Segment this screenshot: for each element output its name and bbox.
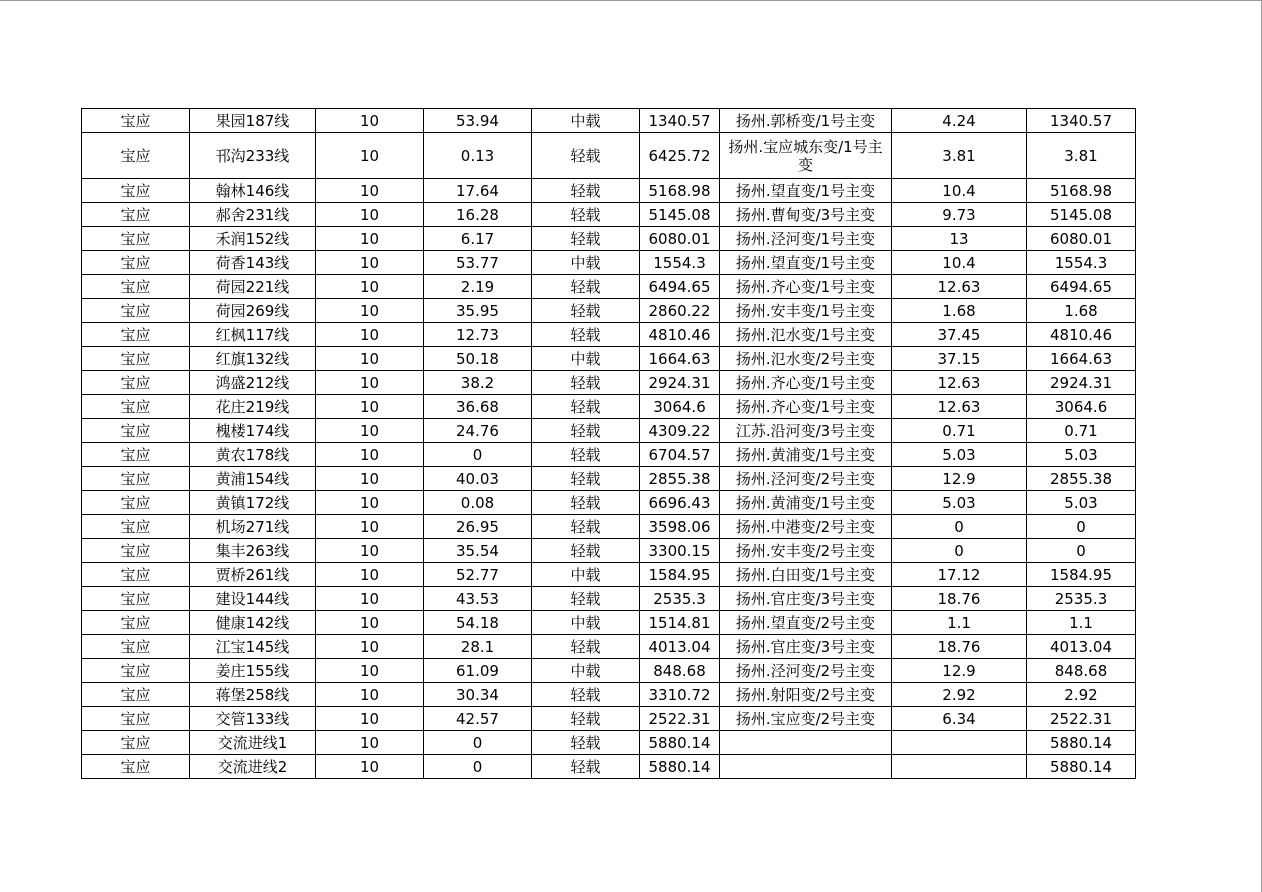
voltage-cell: 10 <box>316 635 424 659</box>
region-cell: 宝应 <box>82 109 190 133</box>
region-cell: 宝应 <box>82 515 190 539</box>
transformer-rate-cell: 12.63 <box>892 275 1027 299</box>
load-status-cell: 轻载 <box>532 587 640 611</box>
table-row <box>82 467 1136 491</box>
voltage-cell: 10 <box>316 539 424 563</box>
transformer-rate-cell: 5.03 <box>892 443 1027 467</box>
table-row <box>82 755 1136 779</box>
capacity-cell: 6080.01 <box>640 227 720 251</box>
substation-cell <box>720 755 892 779</box>
voltage-cell: 10 <box>316 299 424 323</box>
voltage-cell: 10 <box>316 251 424 275</box>
substation-cell: 扬州.泾河变/2号主变 <box>720 659 892 683</box>
capacity-cell: 6704.57 <box>640 443 720 467</box>
region-cell: 宝应 <box>82 371 190 395</box>
load-rate-cell: 6.17 <box>424 227 532 251</box>
table-row <box>82 347 1136 371</box>
line-name-cell: 邗沟233线 <box>190 133 316 179</box>
line-name-cell: 贾桥261线 <box>190 563 316 587</box>
available-capacity-cell: 5.03 <box>1027 443 1136 467</box>
available-capacity-cell: 1.68 <box>1027 299 1136 323</box>
load-rate-cell: 35.95 <box>424 299 532 323</box>
load-rate-cell: 35.54 <box>424 539 532 563</box>
available-capacity-cell: 5880.14 <box>1027 755 1136 779</box>
capacity-cell: 5168.98 <box>640 179 720 203</box>
line-name-cell: 荷园269线 <box>190 299 316 323</box>
load-rate-cell: 30.34 <box>424 683 532 707</box>
capacity-cell: 4810.46 <box>640 323 720 347</box>
load-rate-cell: 61.09 <box>424 659 532 683</box>
load-rate-cell: 38.2 <box>424 371 532 395</box>
capacity-cell: 2924.31 <box>640 371 720 395</box>
substation-cell: 扬州.氾水变/1号主变 <box>720 323 892 347</box>
transformer-rate-cell: 2.92 <box>892 683 1027 707</box>
available-capacity-cell: 2924.31 <box>1027 371 1136 395</box>
substation-cell <box>720 731 892 755</box>
available-capacity-cell: 5880.14 <box>1027 731 1136 755</box>
load-status-cell: 轻载 <box>532 491 640 515</box>
transformer-rate-cell: 17.12 <box>892 563 1027 587</box>
load-rate-cell: 0 <box>424 731 532 755</box>
substation-cell: 扬州.官庄变/3号主变 <box>720 587 892 611</box>
capacity-cell: 1584.95 <box>640 563 720 587</box>
load-rate-cell: 0 <box>424 443 532 467</box>
voltage-cell: 10 <box>316 133 424 179</box>
region-cell: 宝应 <box>82 395 190 419</box>
load-status-cell: 轻载 <box>532 275 640 299</box>
table-row <box>82 443 1136 467</box>
transformer-rate-cell: 13 <box>892 227 1027 251</box>
available-capacity-cell: 6494.65 <box>1027 275 1136 299</box>
transformer-rate-cell: 0.71 <box>892 419 1027 443</box>
line-name-cell: 果园187线 <box>190 109 316 133</box>
available-capacity-cell: 2535.3 <box>1027 587 1136 611</box>
load-rate-cell: 26.95 <box>424 515 532 539</box>
capacity-cell: 5145.08 <box>640 203 720 227</box>
substation-cell: 扬州.望直变/1号主变 <box>720 251 892 275</box>
available-capacity-cell: 1554.3 <box>1027 251 1136 275</box>
load-rate-cell: 50.18 <box>424 347 532 371</box>
voltage-cell: 10 <box>316 371 424 395</box>
available-capacity-cell: 0.71 <box>1027 419 1136 443</box>
substation-cell: 扬州.齐心变/1号主变 <box>720 395 892 419</box>
available-capacity-cell: 2522.31 <box>1027 707 1136 731</box>
available-capacity-cell: 5145.08 <box>1027 203 1136 227</box>
available-capacity-cell: 3064.6 <box>1027 395 1136 419</box>
region-cell: 宝应 <box>82 563 190 587</box>
load-status-cell: 轻载 <box>532 227 640 251</box>
capacity-cell: 6494.65 <box>640 275 720 299</box>
voltage-cell: 10 <box>316 443 424 467</box>
region-cell: 宝应 <box>82 755 190 779</box>
line-name-cell: 交流进线2 <box>190 755 316 779</box>
capacity-cell: 6425.72 <box>640 133 720 179</box>
region-cell: 宝应 <box>82 419 190 443</box>
available-capacity-cell: 1340.57 <box>1027 109 1136 133</box>
capacity-cell: 3310.72 <box>640 683 720 707</box>
table-row <box>82 491 1136 515</box>
load-rate-cell: 36.68 <box>424 395 532 419</box>
region-cell: 宝应 <box>82 659 190 683</box>
capacity-cell: 2855.38 <box>640 467 720 491</box>
region-cell: 宝应 <box>82 203 190 227</box>
substation-cell: 扬州.射阳变/2号主变 <box>720 683 892 707</box>
line-name-cell: 江宝145线 <box>190 635 316 659</box>
line-name-cell: 黄镇172线 <box>190 491 316 515</box>
table-row <box>82 707 1136 731</box>
substation-cell: 扬州.黄浦变/1号主变 <box>720 443 892 467</box>
capacity-cell: 4309.22 <box>640 419 720 443</box>
load-status-cell: 轻载 <box>532 371 640 395</box>
available-capacity-cell: 1664.63 <box>1027 347 1136 371</box>
substation-cell: 扬州.宝应城东变/1号主变 <box>720 133 892 179</box>
region-cell: 宝应 <box>82 227 190 251</box>
region-cell: 宝应 <box>82 539 190 563</box>
region-cell: 宝应 <box>82 491 190 515</box>
voltage-cell: 10 <box>316 611 424 635</box>
table-row <box>82 251 1136 275</box>
line-name-cell: 荷香143线 <box>190 251 316 275</box>
substation-cell: 扬州.官庄变/3号主变 <box>720 635 892 659</box>
region-cell: 宝应 <box>82 683 190 707</box>
voltage-cell: 10 <box>316 491 424 515</box>
capacity-cell: 3598.06 <box>640 515 720 539</box>
region-cell: 宝应 <box>82 635 190 659</box>
load-status-cell: 中载 <box>532 347 640 371</box>
voltage-cell: 10 <box>316 109 424 133</box>
capacity-cell: 1340.57 <box>640 109 720 133</box>
voltage-cell: 10 <box>316 203 424 227</box>
voltage-cell: 10 <box>316 227 424 251</box>
region-cell: 宝应 <box>82 443 190 467</box>
line-name-cell: 姜庄155线 <box>190 659 316 683</box>
transformer-rate-cell: 12.63 <box>892 371 1027 395</box>
transformer-rate-cell: 9.73 <box>892 203 1027 227</box>
table-row <box>82 587 1136 611</box>
capacity-cell: 2535.3 <box>640 587 720 611</box>
substation-cell: 扬州.望直变/1号主变 <box>720 179 892 203</box>
load-status-cell: 轻载 <box>532 179 640 203</box>
load-status-cell: 轻载 <box>532 467 640 491</box>
substation-cell: 扬州.安丰变/2号主变 <box>720 539 892 563</box>
substation-cell: 扬州.齐心变/1号主变 <box>720 371 892 395</box>
load-status-cell: 轻载 <box>532 395 640 419</box>
substation-cell: 扬州.宝应变/2号主变 <box>720 707 892 731</box>
line-name-cell: 鸿盛212线 <box>190 371 316 395</box>
capacity-cell: 5880.14 <box>640 755 720 779</box>
line-name-cell: 黄农178线 <box>190 443 316 467</box>
capacity-cell: 3064.6 <box>640 395 720 419</box>
load-rate-cell: 40.03 <box>424 467 532 491</box>
substation-cell: 扬州.郭桥变/1号主变 <box>720 109 892 133</box>
transformer-rate-cell: 1.68 <box>892 299 1027 323</box>
capacity-cell: 1514.81 <box>640 611 720 635</box>
voltage-cell: 10 <box>316 659 424 683</box>
load-rate-cell: 52.77 <box>424 563 532 587</box>
voltage-cell: 10 <box>316 563 424 587</box>
transformer-rate-cell <box>892 731 1027 755</box>
table-row <box>82 371 1136 395</box>
line-name-cell: 花庄219线 <box>190 395 316 419</box>
capacity-cell: 5880.14 <box>640 731 720 755</box>
load-rate-cell: 42.57 <box>424 707 532 731</box>
line-name-cell: 红枫117线 <box>190 323 316 347</box>
load-rate-cell: 0.13 <box>424 133 532 179</box>
load-status-cell: 轻载 <box>532 443 640 467</box>
line-name-cell: 蒋堡258线 <box>190 683 316 707</box>
load-status-cell: 中载 <box>532 611 640 635</box>
load-rate-cell: 53.94 <box>424 109 532 133</box>
line-name-cell: 翰林146线 <box>190 179 316 203</box>
voltage-cell: 10 <box>316 755 424 779</box>
transformer-rate-cell: 18.76 <box>892 635 1027 659</box>
substation-cell: 扬州.黄浦变/1号主变 <box>720 491 892 515</box>
transformer-rate-cell: 10.4 <box>892 179 1027 203</box>
load-rate-cell: 43.53 <box>424 587 532 611</box>
transformer-rate-cell: 12.9 <box>892 467 1027 491</box>
capacity-cell: 1664.63 <box>640 347 720 371</box>
load-status-cell: 中载 <box>532 659 640 683</box>
table-row <box>82 635 1136 659</box>
load-rate-cell: 53.77 <box>424 251 532 275</box>
load-rate-cell: 12.73 <box>424 323 532 347</box>
substation-cell: 扬州.齐心变/1号主变 <box>720 275 892 299</box>
line-name-cell: 交流进线1 <box>190 731 316 755</box>
available-capacity-cell: 0 <box>1027 539 1136 563</box>
substation-cell: 扬州.安丰变/1号主变 <box>720 299 892 323</box>
capacity-cell: 6696.43 <box>640 491 720 515</box>
table-row <box>82 539 1136 563</box>
region-cell: 宝应 <box>82 275 190 299</box>
substation-cell: 江苏.沿河变/3号主变 <box>720 419 892 443</box>
transformer-rate-cell: 10.4 <box>892 251 1027 275</box>
transformer-rate-cell: 6.34 <box>892 707 1027 731</box>
table-row <box>82 227 1136 251</box>
capacity-cell: 2860.22 <box>640 299 720 323</box>
region-cell: 宝应 <box>82 299 190 323</box>
table-row <box>82 133 1136 179</box>
available-capacity-cell: 4810.46 <box>1027 323 1136 347</box>
available-capacity-cell: 0 <box>1027 515 1136 539</box>
load-rate-cell: 28.1 <box>424 635 532 659</box>
voltage-cell: 10 <box>316 467 424 491</box>
table-row <box>82 203 1136 227</box>
transformer-rate-cell: 1.1 <box>892 611 1027 635</box>
substation-cell: 扬州.中港变/2号主变 <box>720 515 892 539</box>
transformer-rate-cell: 12.63 <box>892 395 1027 419</box>
load-status-cell: 轻载 <box>532 683 640 707</box>
table-row <box>82 683 1136 707</box>
line-name-cell: 健康142线 <box>190 611 316 635</box>
line-name-cell: 红旗132线 <box>190 347 316 371</box>
substation-cell: 扬州.泾河变/1号主变 <box>720 227 892 251</box>
available-capacity-cell: 5168.98 <box>1027 179 1136 203</box>
substation-cell: 扬州.白田变/1号主变 <box>720 563 892 587</box>
capacity-cell: 4013.04 <box>640 635 720 659</box>
load-status-cell: 轻载 <box>532 203 640 227</box>
transformer-rate-cell <box>892 755 1027 779</box>
load-rate-cell: 54.18 <box>424 611 532 635</box>
load-rate-cell: 17.64 <box>424 179 532 203</box>
load-rate-cell: 0 <box>424 755 532 779</box>
line-name-cell: 交管133线 <box>190 707 316 731</box>
load-status-cell: 轻载 <box>532 707 640 731</box>
voltage-cell: 10 <box>316 683 424 707</box>
available-capacity-cell: 1584.95 <box>1027 563 1136 587</box>
load-status-cell: 轻载 <box>532 299 640 323</box>
voltage-cell: 10 <box>316 323 424 347</box>
region-cell: 宝应 <box>82 707 190 731</box>
transformer-rate-cell: 12.9 <box>892 659 1027 683</box>
available-capacity-cell: 6080.01 <box>1027 227 1136 251</box>
load-status-cell: 轻载 <box>532 539 640 563</box>
region-cell: 宝应 <box>82 467 190 491</box>
voltage-cell: 10 <box>316 419 424 443</box>
table-row <box>82 275 1136 299</box>
region-cell: 宝应 <box>82 587 190 611</box>
transformer-rate-cell: 37.45 <box>892 323 1027 347</box>
table-body <box>82 109 1136 779</box>
region-cell: 宝应 <box>82 611 190 635</box>
load-status-cell: 轻载 <box>532 419 640 443</box>
available-capacity-cell: 3.81 <box>1027 133 1136 179</box>
transformer-rate-cell: 0 <box>892 539 1027 563</box>
load-rate-cell: 16.28 <box>424 203 532 227</box>
transformer-rate-cell: 3.81 <box>892 133 1027 179</box>
line-name-cell: 禾润152线 <box>190 227 316 251</box>
table-row <box>82 179 1136 203</box>
capacity-cell: 848.68 <box>640 659 720 683</box>
voltage-cell: 10 <box>316 707 424 731</box>
load-status-cell: 中载 <box>532 109 640 133</box>
table-row <box>82 299 1136 323</box>
line-name-cell: 建设144线 <box>190 587 316 611</box>
voltage-cell: 10 <box>316 587 424 611</box>
available-capacity-cell: 4013.04 <box>1027 635 1136 659</box>
table-row <box>82 563 1136 587</box>
voltage-cell: 10 <box>316 515 424 539</box>
capacity-cell: 2522.31 <box>640 707 720 731</box>
region-cell: 宝应 <box>82 133 190 179</box>
load-status-cell: 中载 <box>532 251 640 275</box>
line-name-cell: 黄浦154线 <box>190 467 316 491</box>
transformer-rate-cell: 5.03 <box>892 491 1027 515</box>
region-cell: 宝应 <box>82 323 190 347</box>
line-name-cell: 荷园221线 <box>190 275 316 299</box>
load-status-cell: 中载 <box>532 563 640 587</box>
substation-cell: 扬州.望直变/2号主变 <box>720 611 892 635</box>
line-name-cell: 槐楼174线 <box>190 419 316 443</box>
line-name-cell: 集丰263线 <box>190 539 316 563</box>
load-status-cell: 轻载 <box>532 731 640 755</box>
load-status-cell: 轻载 <box>532 755 640 779</box>
feeder-load-table <box>81 108 1136 779</box>
load-status-cell: 轻载 <box>532 515 640 539</box>
voltage-cell: 10 <box>316 347 424 371</box>
transformer-rate-cell: 4.24 <box>892 109 1027 133</box>
capacity-cell: 1554.3 <box>640 251 720 275</box>
transformer-rate-cell: 37.15 <box>892 347 1027 371</box>
transformer-rate-cell: 18.76 <box>892 587 1027 611</box>
region-cell: 宝应 <box>82 347 190 371</box>
load-status-cell: 轻载 <box>532 133 640 179</box>
table-row <box>82 323 1136 347</box>
substation-cell: 扬州.氾水变/2号主变 <box>720 347 892 371</box>
load-status-cell: 轻载 <box>532 635 640 659</box>
transformer-rate-cell: 0 <box>892 515 1027 539</box>
available-capacity-cell: 5.03 <box>1027 491 1136 515</box>
voltage-cell: 10 <box>316 731 424 755</box>
load-rate-cell: 2.19 <box>424 275 532 299</box>
table-row <box>82 611 1136 635</box>
load-rate-cell: 24.76 <box>424 419 532 443</box>
substation-cell: 扬州.泾河变/2号主变 <box>720 467 892 491</box>
voltage-cell: 10 <box>316 275 424 299</box>
table-row <box>82 419 1136 443</box>
voltage-cell: 10 <box>316 395 424 419</box>
available-capacity-cell: 848.68 <box>1027 659 1136 683</box>
capacity-cell: 3300.15 <box>640 539 720 563</box>
table-row <box>82 731 1136 755</box>
table-row <box>82 395 1136 419</box>
region-cell: 宝应 <box>82 251 190 275</box>
voltage-cell: 10 <box>316 179 424 203</box>
table-row <box>82 659 1136 683</box>
available-capacity-cell: 2.92 <box>1027 683 1136 707</box>
table-row <box>82 109 1136 133</box>
line-name-cell: 机场271线 <box>190 515 316 539</box>
region-cell: 宝应 <box>82 179 190 203</box>
page-top-border <box>0 0 1262 1</box>
table-row <box>82 515 1136 539</box>
available-capacity-cell: 2855.38 <box>1027 467 1136 491</box>
load-rate-cell: 0.08 <box>424 491 532 515</box>
available-capacity-cell: 1.1 <box>1027 611 1136 635</box>
region-cell: 宝应 <box>82 731 190 755</box>
line-name-cell: 郝舍231线 <box>190 203 316 227</box>
substation-cell: 扬州.曹甸变/3号主变 <box>720 203 892 227</box>
load-status-cell: 轻载 <box>532 323 640 347</box>
